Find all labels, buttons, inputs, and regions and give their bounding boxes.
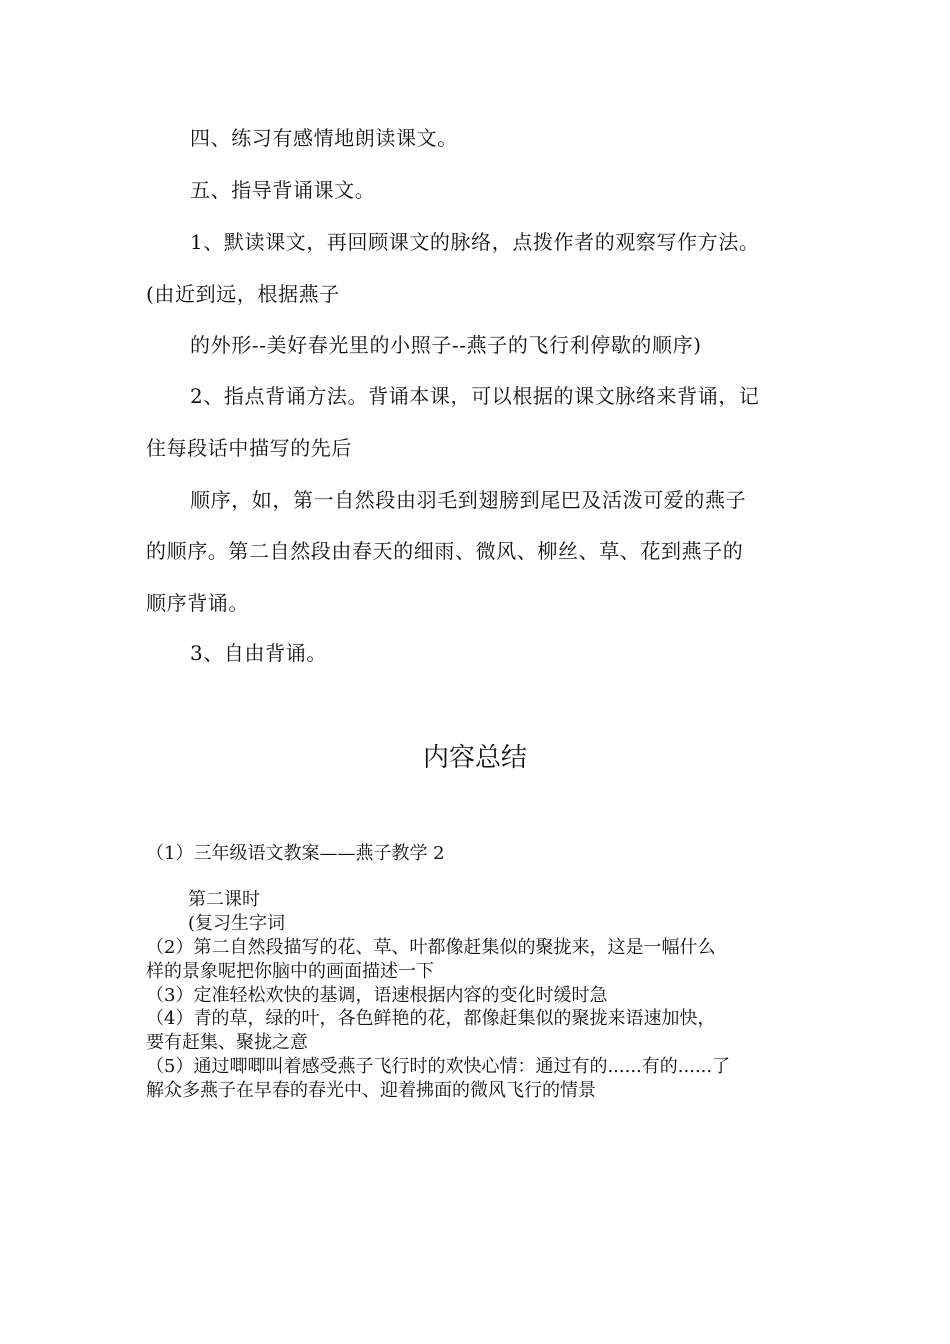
paragraph-step1-line1: 1、默读课文，再回顾课文的脉络，点拨作者的观察写作方法。 (190, 230, 760, 254)
paragraph-step1-line3: 的外形--美好春光里的小照子--燕子的飞行利停歇的顺序) (190, 333, 702, 357)
summary-item-1: （1）三年级语文教案——燕子教学 2 (146, 843, 445, 864)
paragraph-step2-line1: 2、指点背诵方法。背诵本课，可以根据的课文脉络来背诵，记 (190, 384, 760, 408)
summary-item-4-line2: 要有赶集、聚拢之意 (146, 1032, 308, 1053)
paragraph-step3: 3、自由背诵。 (190, 641, 327, 665)
summary-item-4-line1: （4）青的草，绿的叶，各色鲜艳的花，都像赶集似的聚拢来语速加快， (146, 1008, 716, 1029)
summary-item-5-line2: 解众多燕子在早春的春光中、迎着拂面的微风飞行的情景 (146, 1080, 596, 1101)
paragraph-step2-line5: 顺序背诵。 (146, 591, 249, 615)
paragraph-practice-reading: 四、练习有感情地朗读课文。 (190, 126, 458, 150)
summary-item-2-line1: （2）第二自然段描写的花、草、叶都像赶集似的聚拢来，这是一幅什么 (146, 937, 716, 958)
summary-item-3: （3）定准轻松欢快的基调，语速根据内容的变化时缓时急 (146, 985, 608, 1006)
summary-title: 内容总结 (422, 743, 527, 773)
summary-item-5-line1: （5）通过唧唧叫着感受燕子飞行时的欢快心情：通过有的......有的......了 (146, 1056, 731, 1077)
paragraph-guide-recitation: 五、指导背诵课文。 (190, 178, 376, 202)
paragraph-step2-line2: 住每段话中描写的先后 (146, 436, 352, 460)
paragraph-step2-line3: 顺序，如，第一自然段由羽毛到翅膀到尾巴及活泼可爱的燕子 (190, 488, 747, 512)
summary-item-1-sub2: (复习生字词 (188, 913, 286, 934)
summary-item-1-sub1: 第二课时 (188, 889, 260, 910)
paragraph-step2-line4: 的顺序。第二自然段由春天的细雨、微风、柳丝、草、花到燕子的 (146, 539, 744, 563)
summary-item-2-line2: 样的景象呢把你脑中的画面描述一下 (146, 961, 434, 982)
paragraph-step1-line2: (由近到远，根据燕子 (146, 282, 340, 306)
